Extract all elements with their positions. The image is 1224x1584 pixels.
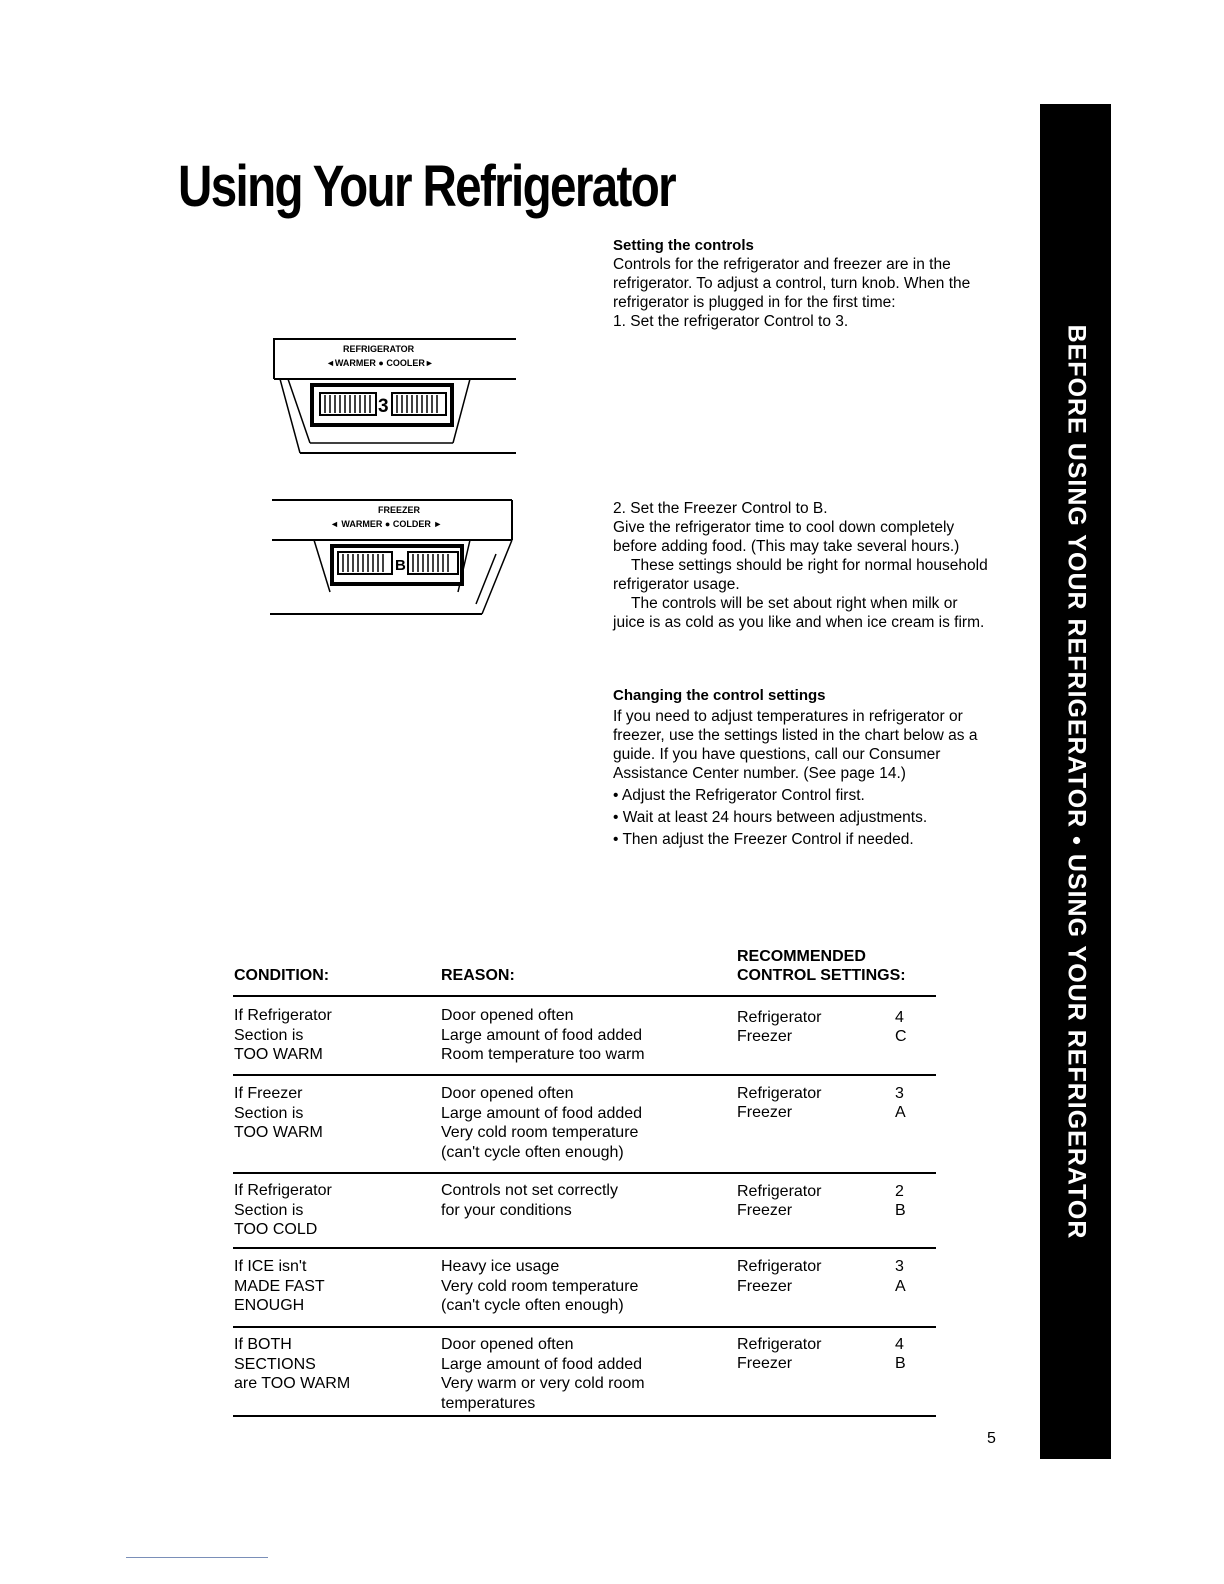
row-condition: If BOTH SECTIONS are TOO WARM (234, 1336, 351, 1392)
table-divider (233, 1172, 936, 1174)
header-reason: REASON: (441, 967, 515, 984)
bullet-item: • Then adjust the Freezer Control if needed. (613, 831, 914, 848)
row-condition: If Refrigerator Section is TOO WARM (234, 1007, 332, 1063)
setting-controls-section (613, 236, 993, 331)
bullet-item: • Adjust the Refrigerator Control first. (613, 787, 865, 804)
row-fridge-label: Refrigerator (737, 1085, 822, 1102)
settings-normal-usage: These settings should be right for normal household refrigerator usage. (613, 557, 988, 593)
row-freezer-value: C (895, 1028, 907, 1045)
row-fridge-label: Refrigerator (737, 1009, 822, 1026)
changing-controls-section (613, 686, 993, 849)
row-fridge-label: Refrigerator (737, 1183, 822, 1200)
header-settings-line1: RECOMMENDED (737, 948, 866, 965)
row-fridge-value: 4 (895, 1009, 904, 1026)
refrigerator-dial-setting: 3 (378, 396, 389, 417)
row-fridge-value: 3 (895, 1258, 904, 1275)
changing-controls-intro: If you need to adjust temperatures in refrigerator or freezer, use the settings listed in the chart below as a guide. If you have questions, call our Consumer Assistance Center number. (See page 14.) (613, 708, 978, 782)
freezer-control-dial (270, 496, 522, 621)
setting-step-2-text: Give the refrigerator time to cool down completely before adding food. (This may take several hours.) (613, 519, 960, 555)
section-sidebar (1040, 104, 1111, 1459)
row-fridge-label: Refrigerator (737, 1258, 822, 1275)
header-settings-line2: CONTROL SETTINGS: (737, 967, 906, 984)
row-freezer-value: A (895, 1278, 906, 1295)
row-freezer-value: B (895, 1355, 906, 1372)
changing-controls-heading: Changing the control settings (613, 687, 826, 704)
row-reason: Door opened often Large amount of food added Room temperature too warm (441, 1007, 645, 1063)
row-fridge-value: 4 (895, 1336, 904, 1353)
footer-rule (126, 1557, 268, 1558)
refrigerator-control-dial (270, 335, 522, 460)
freezer-dial-setting: B (395, 557, 406, 574)
sidebar-label: BEFORE USING YOUR REFRIGERATOR • USING YOUR REFRIGERATOR (1062, 324, 1090, 1239)
row-freezer-value: A (895, 1104, 906, 1121)
settings-about-right: The controls will be set about right when milk or juice is as cold as you like and when ice cream is firm. (613, 595, 985, 631)
row-reason: Controls not set correctly for your conditions (441, 1182, 618, 1219)
row-reason: Door opened often Large amount of food added Very warm or very cold room temperatures (441, 1336, 645, 1412)
refrigerator-dial-scale: ◄WARMER ● COOLER► (326, 358, 434, 368)
table-divider (233, 1326, 936, 1328)
row-freezer-label: Freezer (737, 1028, 793, 1045)
header-condition: CONDITION: (234, 967, 330, 984)
setting-controls-intro: Controls for the refrigerator and freezer are in the refrigerator. To adjust a control, turn knob. When the refrigerator is plugged in for the first time: (613, 256, 971, 311)
header-settings (737, 947, 906, 985)
row-condition: If ICE isn't MADE FAST ENOUGH (234, 1258, 325, 1314)
row-freezer-label: Freezer (737, 1355, 793, 1372)
row-fridge-value: 2 (895, 1183, 904, 1200)
table-divider (233, 1247, 936, 1249)
setting-controls-continued (613, 499, 993, 632)
page-number: 5 (987, 1430, 996, 1447)
page-title: Using Your Refrigerator (178, 154, 675, 219)
setting-step-1: 1. Set the refrigerator Control to 3. (613, 313, 849, 330)
table-divider (233, 995, 936, 997)
row-freezer-label: Freezer (737, 1104, 793, 1121)
refrigerator-dial-label: REFRIGERATOR (343, 344, 415, 354)
freezer-dial-label: FREEZER (378, 505, 421, 515)
row-condition: If Freezer Section is TOO WARM (234, 1085, 323, 1141)
row-freezer-label: Freezer (737, 1202, 793, 1219)
row-condition: If Refrigerator Section is TOO COLD (234, 1182, 332, 1238)
row-reason: Heavy ice usage Very cold room temperature (can't cycle often enough) (441, 1258, 639, 1314)
row-fridge-value: 3 (895, 1085, 904, 1102)
table-divider (233, 1415, 936, 1417)
table-divider (233, 1074, 936, 1076)
row-freezer-label: Freezer (737, 1278, 793, 1295)
freezer-dial-scale: ◄ WARMER ● COLDER ► (330, 519, 443, 529)
setting-step-2: 2. Set the Freezer Control to B. (613, 500, 828, 517)
row-reason: Door opened often Large amount of food added Very cold room temperature (can't cycle often enough) (441, 1085, 643, 1161)
row-fridge-label: Refrigerator (737, 1336, 822, 1353)
setting-controls-heading: Setting the controls (613, 237, 754, 254)
row-freezer-value: B (895, 1202, 906, 1219)
bullet-item: • Wait at least 24 hours between adjustments. (613, 809, 928, 826)
